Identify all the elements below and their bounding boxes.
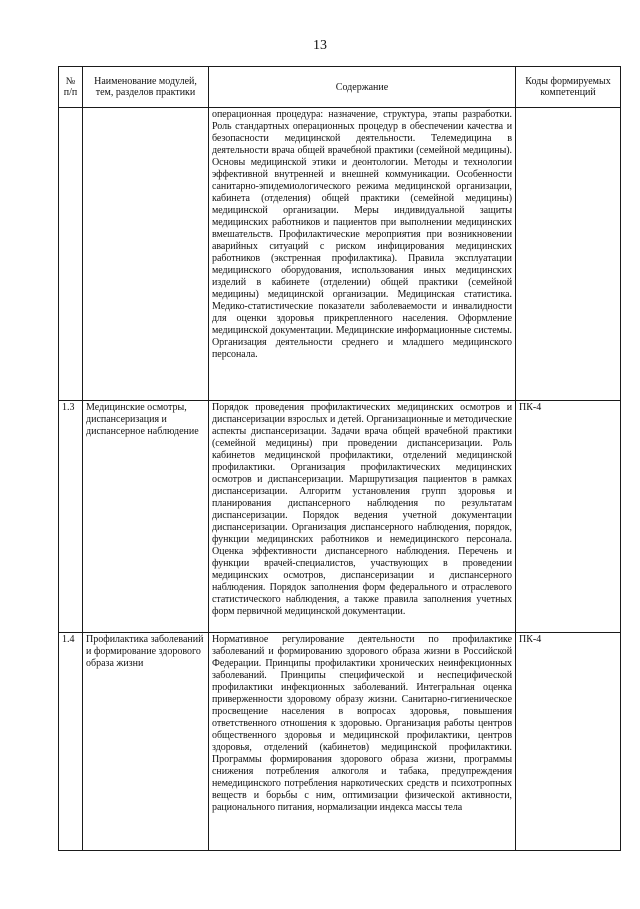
table-header <box>59 67 621 108</box>
row-number: 1.3 <box>59 401 83 633</box>
module-name: Профилактика заболеваний и формирование здорового образа жизни <box>83 633 209 851</box>
module-content: операционная процедура: назначение, структура, этапы разработки. Роль стандартных операционных процедур в обеспечении качества и безопасности медицинской деятельности. Телемедицина в деятельности врача общей врачебной практики (семейной медицины). Основы медицинской этики и деонтологии. Методы и технологии эффективной внутренней и внешней коммуникации. Особенности санитарно-эпидемиологического режима медицинской организации, кабинета (отделения) общей практики (семейной медицины) медицинской организации. Меры индивидуальной защиты медицинских работников и пациентов при выполнении медицинских вмешательств. Профилактические мероприятия при возникновении аварийных ситуаций с риском инфицирования медицинских работников (экстренная профилактика). Правила эксплуатации медицинского оборудования, использования иных медицинских изделий в кабинете (отделении) общей практики (семейной медицины) медицинской организации. Медицинская статистика. Медико-статистические показатели заболеваемости и инвалидности для оценки здоровья прикрепленного населения. Оформление медицинской документации. Медицинские информационные системы. Организация деятельности среднего и младшего медицинского персонала. <box>209 108 516 401</box>
competency-codes: ПК-4 <box>516 401 621 633</box>
module-name <box>83 108 209 401</box>
table-body <box>59 108 621 851</box>
page-number: 13 <box>313 38 327 53</box>
competency-codes <box>516 108 621 401</box>
header-row <box>59 67 621 108</box>
module-name: Медицинские осмотры, диспансеризация и диспансерное наблюдение <box>83 401 209 633</box>
module-content: Порядок проведения профилактических медицинских осмотров и диспансеризации взрослых и детей. Организационные и методические аспекты диспансеризации. Задачи врача общей врачебной практики (семейной медицины) при проведении диспансеризации. Роль кабинетов медицинской профилактики, отделений медицинской профилактики. Организация профилактических медицинских осмотров и диспансеризации. Маршрутизация пациентов в рамках диспансеризации. Алгоритм установления групп здоровья и планирования диспансерного наблюдения по результатам диспансеризации. Порядок ведения учетной документации диспансеризации. Организация диспансерного наблюдения, порядок, функции медицинских работников и немедицинского персонала. Оценка эффективности диспансерного наблюдения. Перечень и функции врачей-специалистов, участвующих в проведении медицинских осмотров, диспансеризации и диспансерного наблюдения. Порядок заполнения форм федерального и отраслевого статистического наблюдения, а также правила заполнения учетных форм первичной медицинской документации. <box>209 401 516 633</box>
curriculum-table <box>58 66 621 851</box>
module-content: Нормативное регулирование деятельности по профилактике заболеваний и формированию здорового образа жизни в Российской Федерации. Принципы профилактики хронических неинфекционных заболеваний. Принципы специфической и неспецифической профилактики инфекционных заболеваний. Интегральная оценка приверженности здоровому образу жизни. Санитарно-гигиеническое просвещение населения в вопросах здоровья, повышения ответственного отношения к здоровью. Организация работы центров общественного здоровья и медицинской профилактики, центров здоровья, отделений (кабинетов) медицинской профилактики. Программы формирования здорового образа жизни, программы снижения потребления алкоголя и табака, предупреждения немедицинского потребления наркотических средств и психотропных веществ и борьбы с ним, оптимизации физической активности, рационального питания, нормализации индекса массы тела <box>209 633 516 851</box>
row-number: 1.4 <box>59 633 83 851</box>
table-row <box>59 633 621 851</box>
table-row <box>59 401 621 633</box>
header-competency-codes: Коды формируемых компетенций <box>516 67 621 108</box>
header-number: № п/п <box>59 67 83 108</box>
header-module-name: Наименование модулей, тем, разделов практики <box>83 67 209 108</box>
row-number <box>59 108 83 401</box>
table-row <box>59 108 621 401</box>
header-content: Содержание <box>209 67 516 108</box>
competency-codes: ПК-4 <box>516 633 621 851</box>
